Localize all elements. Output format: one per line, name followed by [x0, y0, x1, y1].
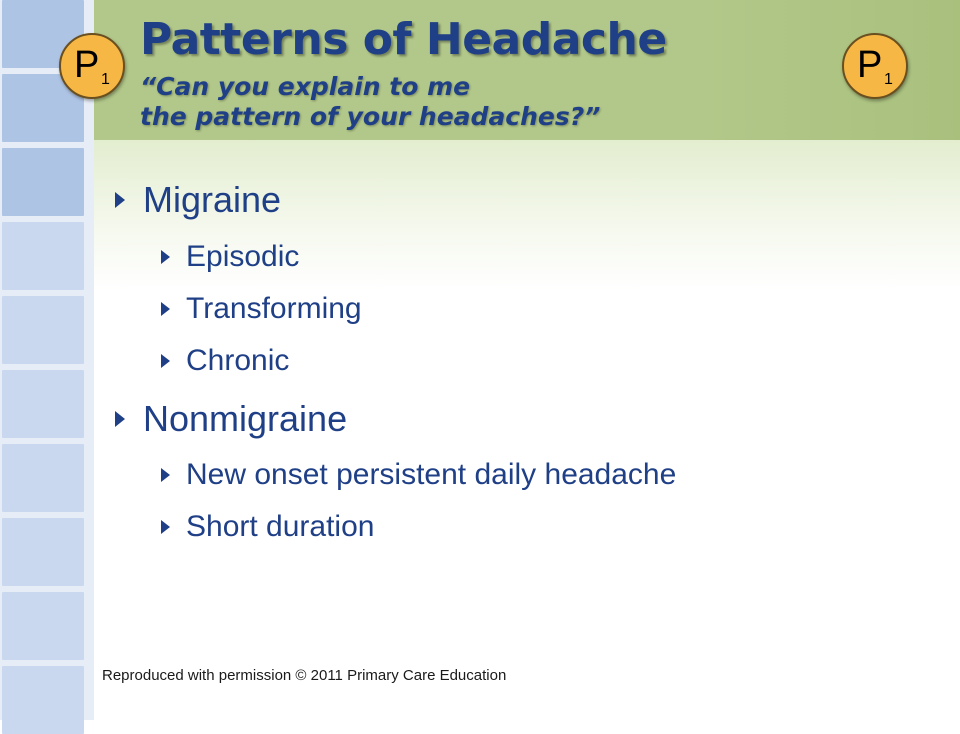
- badge-letter: P: [857, 44, 883, 86]
- sub-bullet-item: [186, 344, 289, 378]
- badge-letter: P: [74, 44, 100, 86]
- bullet-arrow-icon: [161, 250, 170, 264]
- bullet-text: Transforming: [186, 292, 362, 325]
- bullet-item: [143, 180, 281, 220]
- bullet-text: Nonmigraine: [143, 398, 348, 439]
- bullet-arrow-icon: [161, 520, 170, 534]
- bullet-text: New onset persistent daily headache: [186, 458, 677, 491]
- subtitle-line: the pattern of your headaches?”: [140, 102, 601, 131]
- bullet-arrow-icon: [161, 468, 170, 482]
- bullet-arrow-icon: [115, 411, 125, 427]
- sub-bullet-item: [186, 292, 362, 326]
- copyright-footer: Reproduced with permission © 2011 Primary Care Education: [102, 667, 507, 684]
- bullet-text: Chronic: [186, 344, 290, 377]
- bullet-arrow-icon: [161, 354, 170, 368]
- sub-bullet-item: [186, 240, 299, 274]
- sub-bullet-item: [186, 458, 676, 492]
- badge-subscript: 1: [884, 71, 893, 88]
- bullet-arrow-icon: [161, 302, 170, 316]
- subtitle-line: “Can you explain to me: [140, 72, 471, 101]
- bullet-text: Episodic: [186, 240, 300, 273]
- bullet-item: [143, 399, 347, 439]
- badge-subscript: 1: [101, 71, 110, 88]
- bullet-arrow-icon: [115, 192, 125, 208]
- sub-bullet-item: [186, 510, 374, 544]
- bullet-text: Short duration: [186, 510, 375, 543]
- slide-title: Patterns of Headache: [140, 14, 667, 65]
- bullet-text: Migraine: [143, 179, 282, 220]
